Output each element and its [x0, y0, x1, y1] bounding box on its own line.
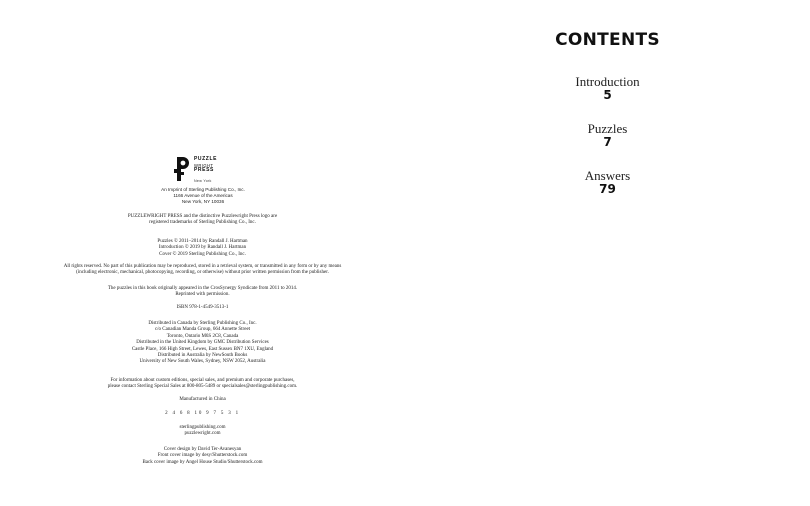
imprint-address — [108, 187, 298, 204]
website-link: puzzlewright.com — [184, 431, 221, 437]
copyright-notice — [0, 239, 405, 258]
cover-credits — [0, 447, 405, 466]
logo-line-2: WRIGHT — [194, 162, 214, 168]
toc-entry-label: Puzzles — [587, 121, 628, 136]
text-line: University of New South Wales, Sydney, NSW 2052, Australia — [139, 359, 266, 365]
text-line: Distributed in the United Kingdom by GMC Distribution Services — [136, 340, 269, 346]
distribution-info — [0, 321, 405, 366]
text-line: Manufactured in China — [179, 397, 226, 402]
toc-entry-label: Introduction — [575, 74, 640, 89]
text-line: PUZZLEWRIGHT PRESS and the distinctive Puzzlewright Press logo are — [127, 214, 278, 219]
special-sales-info — [0, 378, 405, 391]
manufactured-in — [0, 397, 405, 403]
logo-line-1: PUZZLE — [194, 156, 218, 162]
text-line: Front cover image by desy/Shutterstock.com — [157, 453, 248, 459]
text-line: The puzzles in this book originally appeared in the CrosSynergy Syndicate from 2011 to 2014. — [107, 286, 298, 291]
trademark-notice — [0, 214, 405, 227]
text-line: For information about custom editions, special sales, and premium and corporate purchases, — [110, 378, 295, 383]
logo-city: New York — [194, 179, 212, 183]
toc-entry-page: 7 — [603, 135, 612, 149]
text-line: Introduction © 2019 by Randall J. Hartman — [158, 245, 247, 251]
toc-entry-page: 5 — [603, 88, 612, 102]
toc-entry-label: Answers — [584, 168, 631, 183]
text-line: Back cover image by Angel House Studio/Shutterstock.com — [142, 459, 263, 465]
text-line: Puzzles © 2011–2014 by Randall J. Hartman — [157, 239, 248, 244]
publisher-logo — [172, 155, 242, 185]
toc-entry-introduction[interactable] — [405, 74, 810, 102]
puzzle-piece-p-icon — [172, 155, 194, 185]
text-line: registered trademarks of Sterling Publishing Co., Inc. — [149, 220, 256, 226]
text-line: Distributed in Australia by NewSouth Books — [157, 353, 248, 359]
contents-page — [405, 0, 810, 506]
text-line: Cover © 2019 Sterling Publishing Co., Inc. — [159, 251, 246, 257]
text-line: c/o Canadian Manda Group, 664 Annette Street — [154, 327, 251, 333]
text-line: Cover design by David Ter-Avanesyan — [163, 447, 242, 452]
rights-reserved — [0, 264, 405, 277]
text-line: Reprinted with permission. — [175, 292, 230, 298]
contents-title: CONTENTS — [555, 30, 660, 50]
text-line: Toronto, Ontario M6S 2C8, Canada — [166, 333, 239, 339]
text-line: Castle Place, 166 High Street, Lewes, East Sussex BN7 1XU, England — [131, 346, 274, 352]
text-line: please contact Sterling Special Sales at 800-805-5489 or specialsales@sterlingpublishing.com. — [107, 384, 298, 390]
text-line: (including electronic, mechanical, photocopying, recording, or otherwise) without prior written permission from the publisher. — [76, 270, 329, 276]
printing-numbers — [0, 411, 405, 417]
toc-entry-answers[interactable] — [405, 168, 810, 196]
isbn — [0, 305, 405, 311]
logo-line-3: PRESS — [194, 167, 214, 174]
imprint-line: An Imprint of Sterling Publishing Co., Inc. — [161, 187, 245, 192]
websites — [0, 425, 405, 438]
toc-entry-page: 79 — [599, 182, 616, 196]
original-appearance — [0, 286, 405, 299]
logo-wordmark — [194, 157, 217, 174]
text-line: All rights reserved. No part of this publication may be reproduced, stored in a retrieval system, or transmitted in any form or by any means — [63, 264, 342, 269]
text-line: 2 4 6 8 10 9 7 5 3 1 — [165, 411, 240, 416]
website-link: sterlingpublishing.com — [179, 425, 226, 430]
isbn-text: ISBN 978-1-4549-3513-1 — [176, 305, 229, 310]
imprint-line: 1166 Avenue of the Americas — [173, 192, 233, 198]
text-line: Distributed in Canada by Sterling Publishing Co., Inc. — [148, 321, 257, 326]
imprint-line: New York, NY 10036 — [181, 198, 225, 204]
toc-entry-puzzles[interactable] — [405, 121, 810, 149]
